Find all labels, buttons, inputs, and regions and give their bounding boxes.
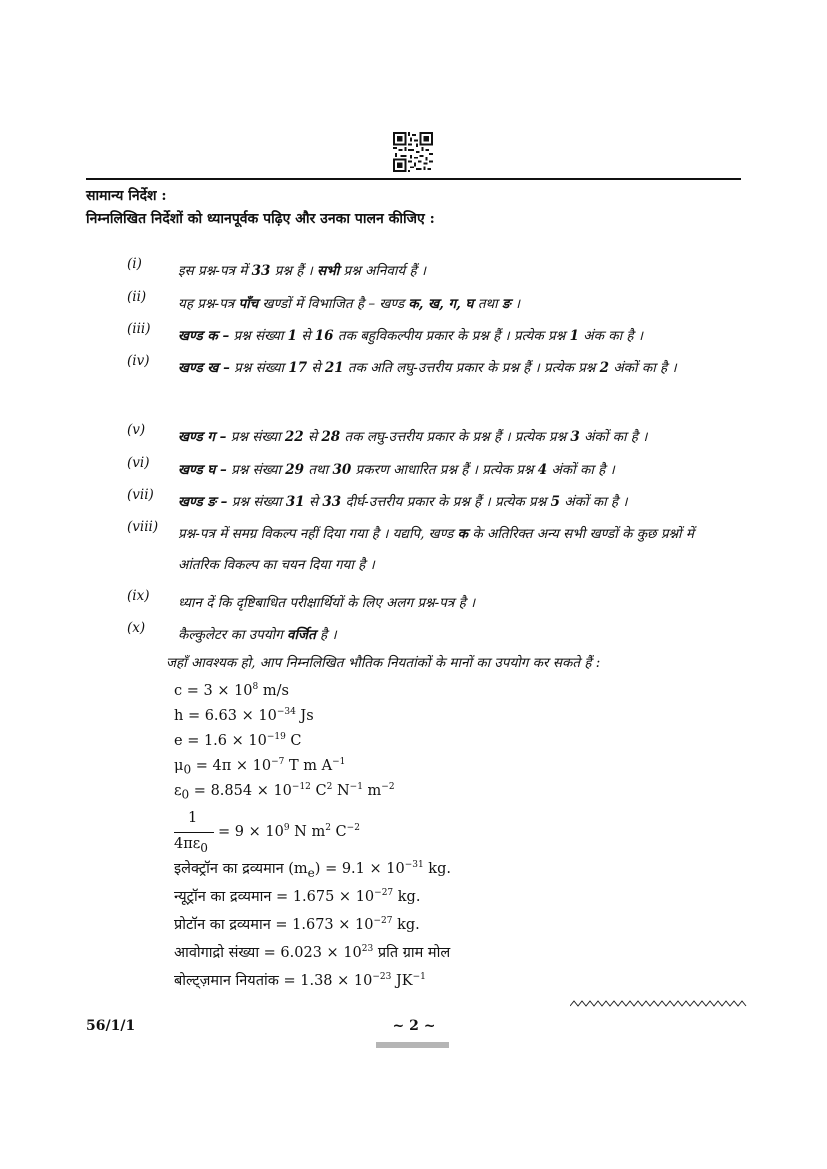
instruction-number: (vii) <box>127 487 154 503</box>
fraction-value: = $9 \times 10^9$ N $m^2$ $C^{-2}$ <box>218 823 360 840</box>
constant-proton-mass: प्रोटॉन का द्रव्यमान = $1.673 \times 10^{-27}$ kg. <box>174 916 420 933</box>
instruction-text: ध्यान दें कि दृष्टिबाधित परीक्षार्थियों के लिए अलग प्रश्न-पत्र है । <box>178 595 476 611</box>
instruction-number: (ix) <box>127 588 150 604</box>
instruction-text: खण्ड घ – प्रश्न संख्या 29 तथा 30 प्रकरण आधारित प्रश्न हैं । प्रत्येक प्रश्न 4 अंकों का है । <box>178 462 615 478</box>
instruction-text: कैल्कुलेटर का उपयोग वर्जित है । <box>178 627 337 643</box>
instruction-text: खण्ड क – प्रश्न संख्या 1 से 16 तक बहुविकल्पीय प्रकार के प्रश्न हैं । प्रत्येक प्रश्न 1 अंक का है । <box>178 328 643 344</box>
constant-avogadro: आवोगाद्रो संख्या = $6.023 \times 10^{23}$ प्रति ग्राम मोल <box>174 944 451 961</box>
constant-speed-of-light: $c = 3 \times 10^8$ m/s <box>174 682 289 699</box>
instruction-text: खण्ड ङ – प्रश्न संख्या 31 से 33 दीर्घ-उत्तरीय प्रकार के प्रश्न हैं । प्रत्येक प्रश्न 5 अंकों का है । <box>178 494 628 510</box>
constants-intro: जहाँ आवश्यक हो, आप निम्नलिखित भौतिक नियतांकों के मानों का उपयोग कर सकते हैं : <box>166 655 601 671</box>
page-number-underline <box>376 1042 449 1048</box>
instruction-number: (i) <box>127 256 142 272</box>
constant-planck: $h = 6.63 \times 10^{-34}$ Js <box>174 707 314 724</box>
instruction-number: (ii) <box>127 289 147 305</box>
instruction-number: (viii) <box>127 519 159 535</box>
constant-electron-mass: इलेक्ट्रॉन का द्रव्यमान $(m_e) = 9.1 \times 10^{-31}$ kg. <box>174 860 451 880</box>
constant-permeability: $\mu_0 = 4\pi \times 10^{-7}$ T m $A^{-1}$ <box>174 757 346 777</box>
paper-code: 56/1/1 <box>86 1018 136 1034</box>
instruction-number: (v) <box>127 422 146 438</box>
instruction-number: (x) <box>127 620 146 636</box>
constant-electron-charge: $e = 1.6 \times 10^{-19}$ C <box>174 732 302 749</box>
header-rule <box>86 178 741 180</box>
instruction-text: इस प्रश्न-पत्र में 33 प्रश्न हैं । सभी प्रश्न अनिवार्य हैं । <box>178 263 427 279</box>
instruction-text: प्रश्न-पत्र में समग्र विकल्प नहीं दिया गया है । यद्यपि, खण्ड क के अतिरिक्त अन्य सभी खण्डों के कुछ प्रश्नों में आंतरिक विकल्प का चयन दिया गया है । <box>178 526 694 573</box>
wavy-line-decoration <box>570 998 750 1010</box>
instruction-number: (iv) <box>127 353 150 369</box>
instruction-number: (iii) <box>127 321 151 337</box>
section-title: सामान्य निर्देश : <box>86 188 167 204</box>
section-subtitle: निम्नलिखित निर्देशों को ध्यानपूर्वक पढ़िए और उनका पालन कीजिए : <box>86 211 435 227</box>
instruction-number: (vi) <box>127 455 150 471</box>
fraction-numerator: 1 <box>188 810 198 826</box>
qr-code <box>393 132 433 172</box>
page-number: ~ 2 ~ <box>392 1018 436 1034</box>
fraction-bar <box>174 832 214 833</box>
instruction-text: यह प्रश्न-पत्र पाँच खण्डों में विभाजित है – खण्ड क, ख, ग, घ तथा ङ । <box>178 296 520 312</box>
constant-permittivity: $\varepsilon_0 = 8.854 \times 10^{-12}$ $C^2$ $N^{-1}$ $m^{-2}$ <box>174 782 395 802</box>
constant-boltzmann: बोल्ट्ज़मान नियतांक = $1.38 \times 10^{-23}$ $JK^{-1}$ <box>174 972 426 989</box>
constant-neutron-mass: न्यूट्रॉन का द्रव्यमान = $1.675 \times 10^{-27}$ kg. <box>174 888 421 905</box>
instruction-text: खण्ड ग – प्रश्न संख्या 22 से 28 तक लघु-उत्तरीय प्रकार के प्रश्न हैं । प्रत्येक प्रश्न 3 अंकों का है । <box>178 429 648 445</box>
instruction-text: खण्ड ख – प्रश्न संख्या 17 से 21 तक अति लघु-उत्तरीय प्रकार के प्रश्न हैं । प्रत्येक प्रश्न 2 अंकों का है । <box>178 360 677 376</box>
fraction-denominator: $4\pi\varepsilon_0$ <box>174 836 208 855</box>
